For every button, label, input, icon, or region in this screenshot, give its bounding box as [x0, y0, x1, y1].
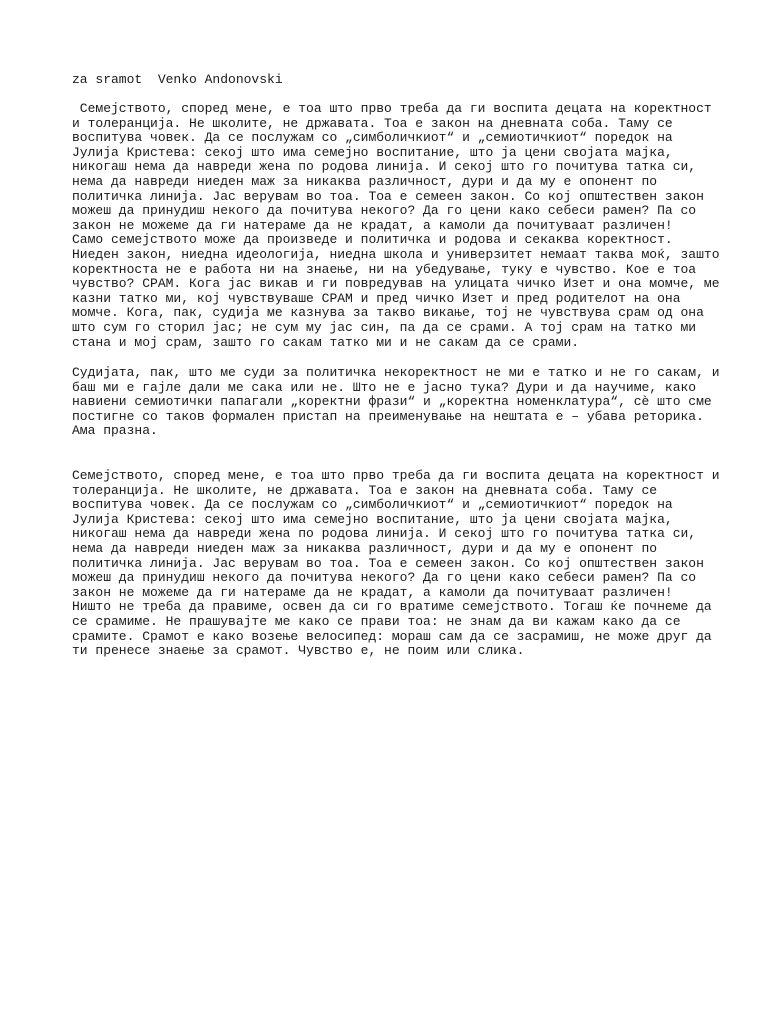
document-title: za sramot Venko Andonovski	[72, 72, 283, 87]
paragraph-3: Семејството, според мене, е тоа што прво треба да ги воспита децата на коректност и толеранција. Не школите, не државата. Тоа е закон на дневната соба. Таму се воспитува човек. Да се послужам со „симболичкиот“ и „семиотичкиот“ поредок на Јулија Кристева: секој што има семејно воспитание, што ја цени својата мајка, никогаш нема да навреди жена по родова линија. И секој што го почитува татка си, нема да навреди ниеден маж за никаква различност, дури и да му е опонент по политичка линија. Јас верувам во тоа. Тоа е семеен закон. Со кој општествен закон можеш да принудиш некого да почитува некого? Да го цени како себеси рамен? Па со закон не можеме да ги натераме да не крадат, а камоли да почитуваат различен! Ништо не треба да правиме, освен да си го вратиме семејството. Тогаш ќе почнеме да се срамиме. Не прашувајте ме како се прави тоа: не знам да ви кажам како да се срамите. Срамот е како возење велосипед: мораш сам да се засрамиш, не може друг да ти пренесе знаење за срамот. Чувство е, не поим или слика.	[72, 468, 720, 659]
paragraph-2: Судијата, пак, што ме суди за политичка некоректност не ми е татко и не го сакам, и баш ми е гајле дали ме сака или не. Што не е јасно тука? Дури и да научиме, како навиени семиотички папагали „коректни фрази“ и „коректна номенклатура“, сè што сме постигне со таков формален пристап на преименување на нештата е – убава реторика. Ама празна.	[72, 365, 720, 439]
paragraph-1: Семејството, според мене, е тоа што прво треба да ги воспита децата на коректност и толеранција. Не школите, не државата. Тоа е закон на дневната соба. Таму се воспитува човек. Да се послужам со „симболичкиот“ и „семиотичкиот“ поредок на Јулија Кристева: секој што има семејно воспитание, што ја цени својата мајка, никогаш нема да навреди жена по родова линија. И секој што го почитува татка си, нема да навреди ниеден маж за никаква различност, дури и да му е опонент по политичка линија. Јас верувам во тоа. Тоа е семеен закон. Со кој општествен закон можеш да принудиш некого да почитува некого? Да го цени како себеси рамен? Па со закон не можеме да ги натераме да не крадат, а камоли да почитуваат различен! Само семејството може да произведе и политичка и родова и секаква коректност. Ниеден закон, ниедна идеологија, ниедна школа и универзитет немаат таква моќ, зашто коректноста не е работа ни на знаење, ни на убедување, туку е чувство. Кое е тоа чувство? СРАМ. Кога јас викав и ги повредував на улицата чичко Изет и она момче, ме казни татко ми, кој чувствуваше СРАМ и пред чичко Изет и пред родителот на она момче. Кога, пак, судија ме казнува за такво викање, тој не чувствува срам од она што сум го сторил јас; не сум му јас син, па да се срами. А тој срам на татко ми стана и мој срам, зашто го сакам татко ми и не сакам да се срами.	[72, 101, 720, 350]
